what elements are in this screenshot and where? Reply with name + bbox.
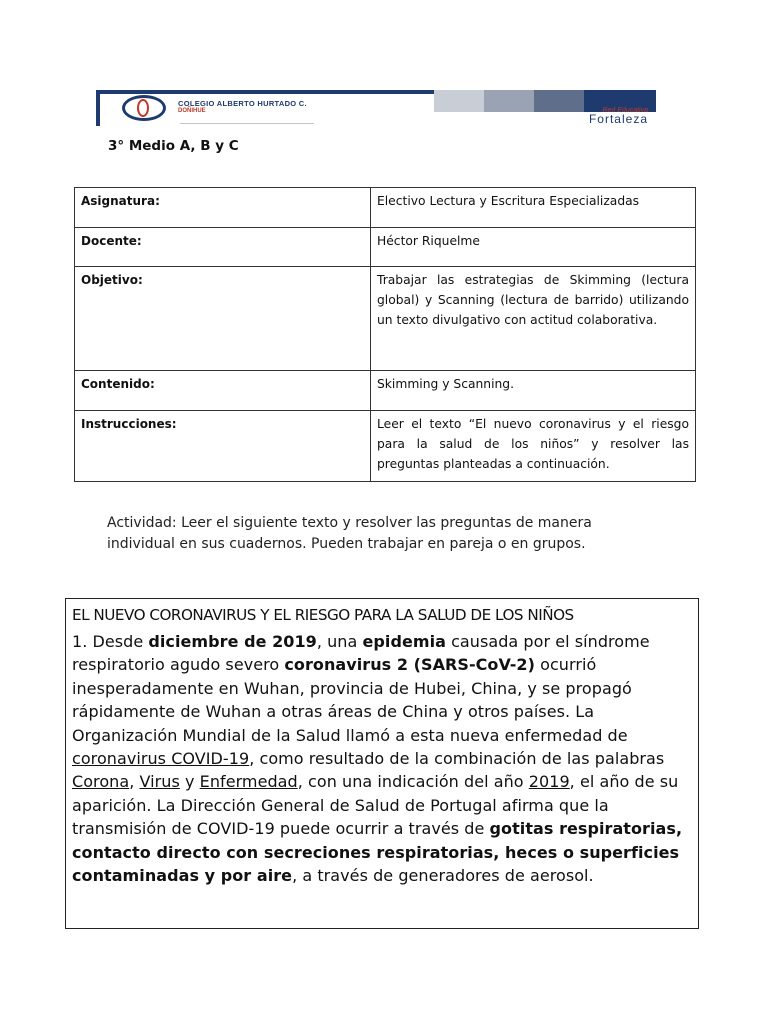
row-value: Héctor Riquelme (371, 228, 696, 267)
banner-stripe (484, 90, 534, 112)
school-logo-icon (122, 95, 166, 121)
header-banner (96, 90, 656, 126)
network-label: Red Educativa (602, 107, 648, 114)
network-name: Fortaleza (588, 112, 648, 126)
banner-stripe (534, 90, 584, 112)
article-box (65, 598, 699, 929)
table-row (75, 188, 696, 228)
banner-underline (180, 123, 314, 124)
row-value: Trabajar las estrategias de Skimming (lectura global) y Scanning (lectura de barrido) utilizando un texto divulgativo con actitud colaborativa. (371, 267, 696, 371)
table-row (75, 228, 696, 267)
table-row (75, 371, 696, 411)
school-name: COLEGIO ALBERTO HURTADO C. (178, 99, 307, 108)
row-label: Asignatura: (75, 188, 371, 228)
row-label: Contenido: (75, 371, 371, 411)
table-row (75, 267, 696, 371)
row-label: Objetivo: (75, 267, 371, 371)
article-paragraph: 1. Desde diciembre de 2019, una epidemia causada por el síndrome respiratorio agudo severo coronavirus 2 (SARS-CoV-2) ocurrió inesperadamente en Wuhan, provincia de Hubei, China, y se propagó rápidamente de Wuhan a otras áreas de China y otros países. La Organización Mundial de la Salud llamó a esta nueva enfermedad de coronavirus COVID-19, como resultado de la combinación de las palabras Corona, Virus y Enfermedad, con una indicación del año 2019, el año de su aparición. La Dirección General de Salud de Portugal afirma que la transmisión de COVID-19 puede ocurrir a través de gotitas respiratorias, contacto directo con secreciones respiratorias, heces o superficies contaminadas y por aire, a través de generadores de aerosol. (72, 632, 683, 886)
row-value: Leer el texto “El nuevo coronavirus y el riesgo para la salud de los niños” y resolver las preguntas planteadas a continuación. (371, 411, 696, 482)
info-table (74, 187, 696, 482)
row-value: Skimming y Scanning. (371, 371, 696, 411)
school-location: DOÑIHUE (178, 108, 206, 114)
row-value: Electivo Lectura y Escritura Especializadas (371, 188, 696, 228)
activity-instructions: Actividad: Leer el siguiente texto y resolver las preguntas de manera individual en sus cuadernos. Pueden trabajar en pareja o en grupos. (107, 515, 592, 552)
table-row (75, 411, 696, 482)
row-label: Docente: (75, 228, 371, 267)
course-title: 3° Medio A, B y C (108, 138, 239, 154)
row-label: Instrucciones: (75, 411, 371, 482)
banner-top-bar (100, 90, 434, 94)
article-title: EL NUEVO CORONAVIRUS Y EL RIESGO PARA LA SALUD DE LOS NIÑOS (72, 606, 574, 624)
banner-stripe (434, 90, 484, 112)
